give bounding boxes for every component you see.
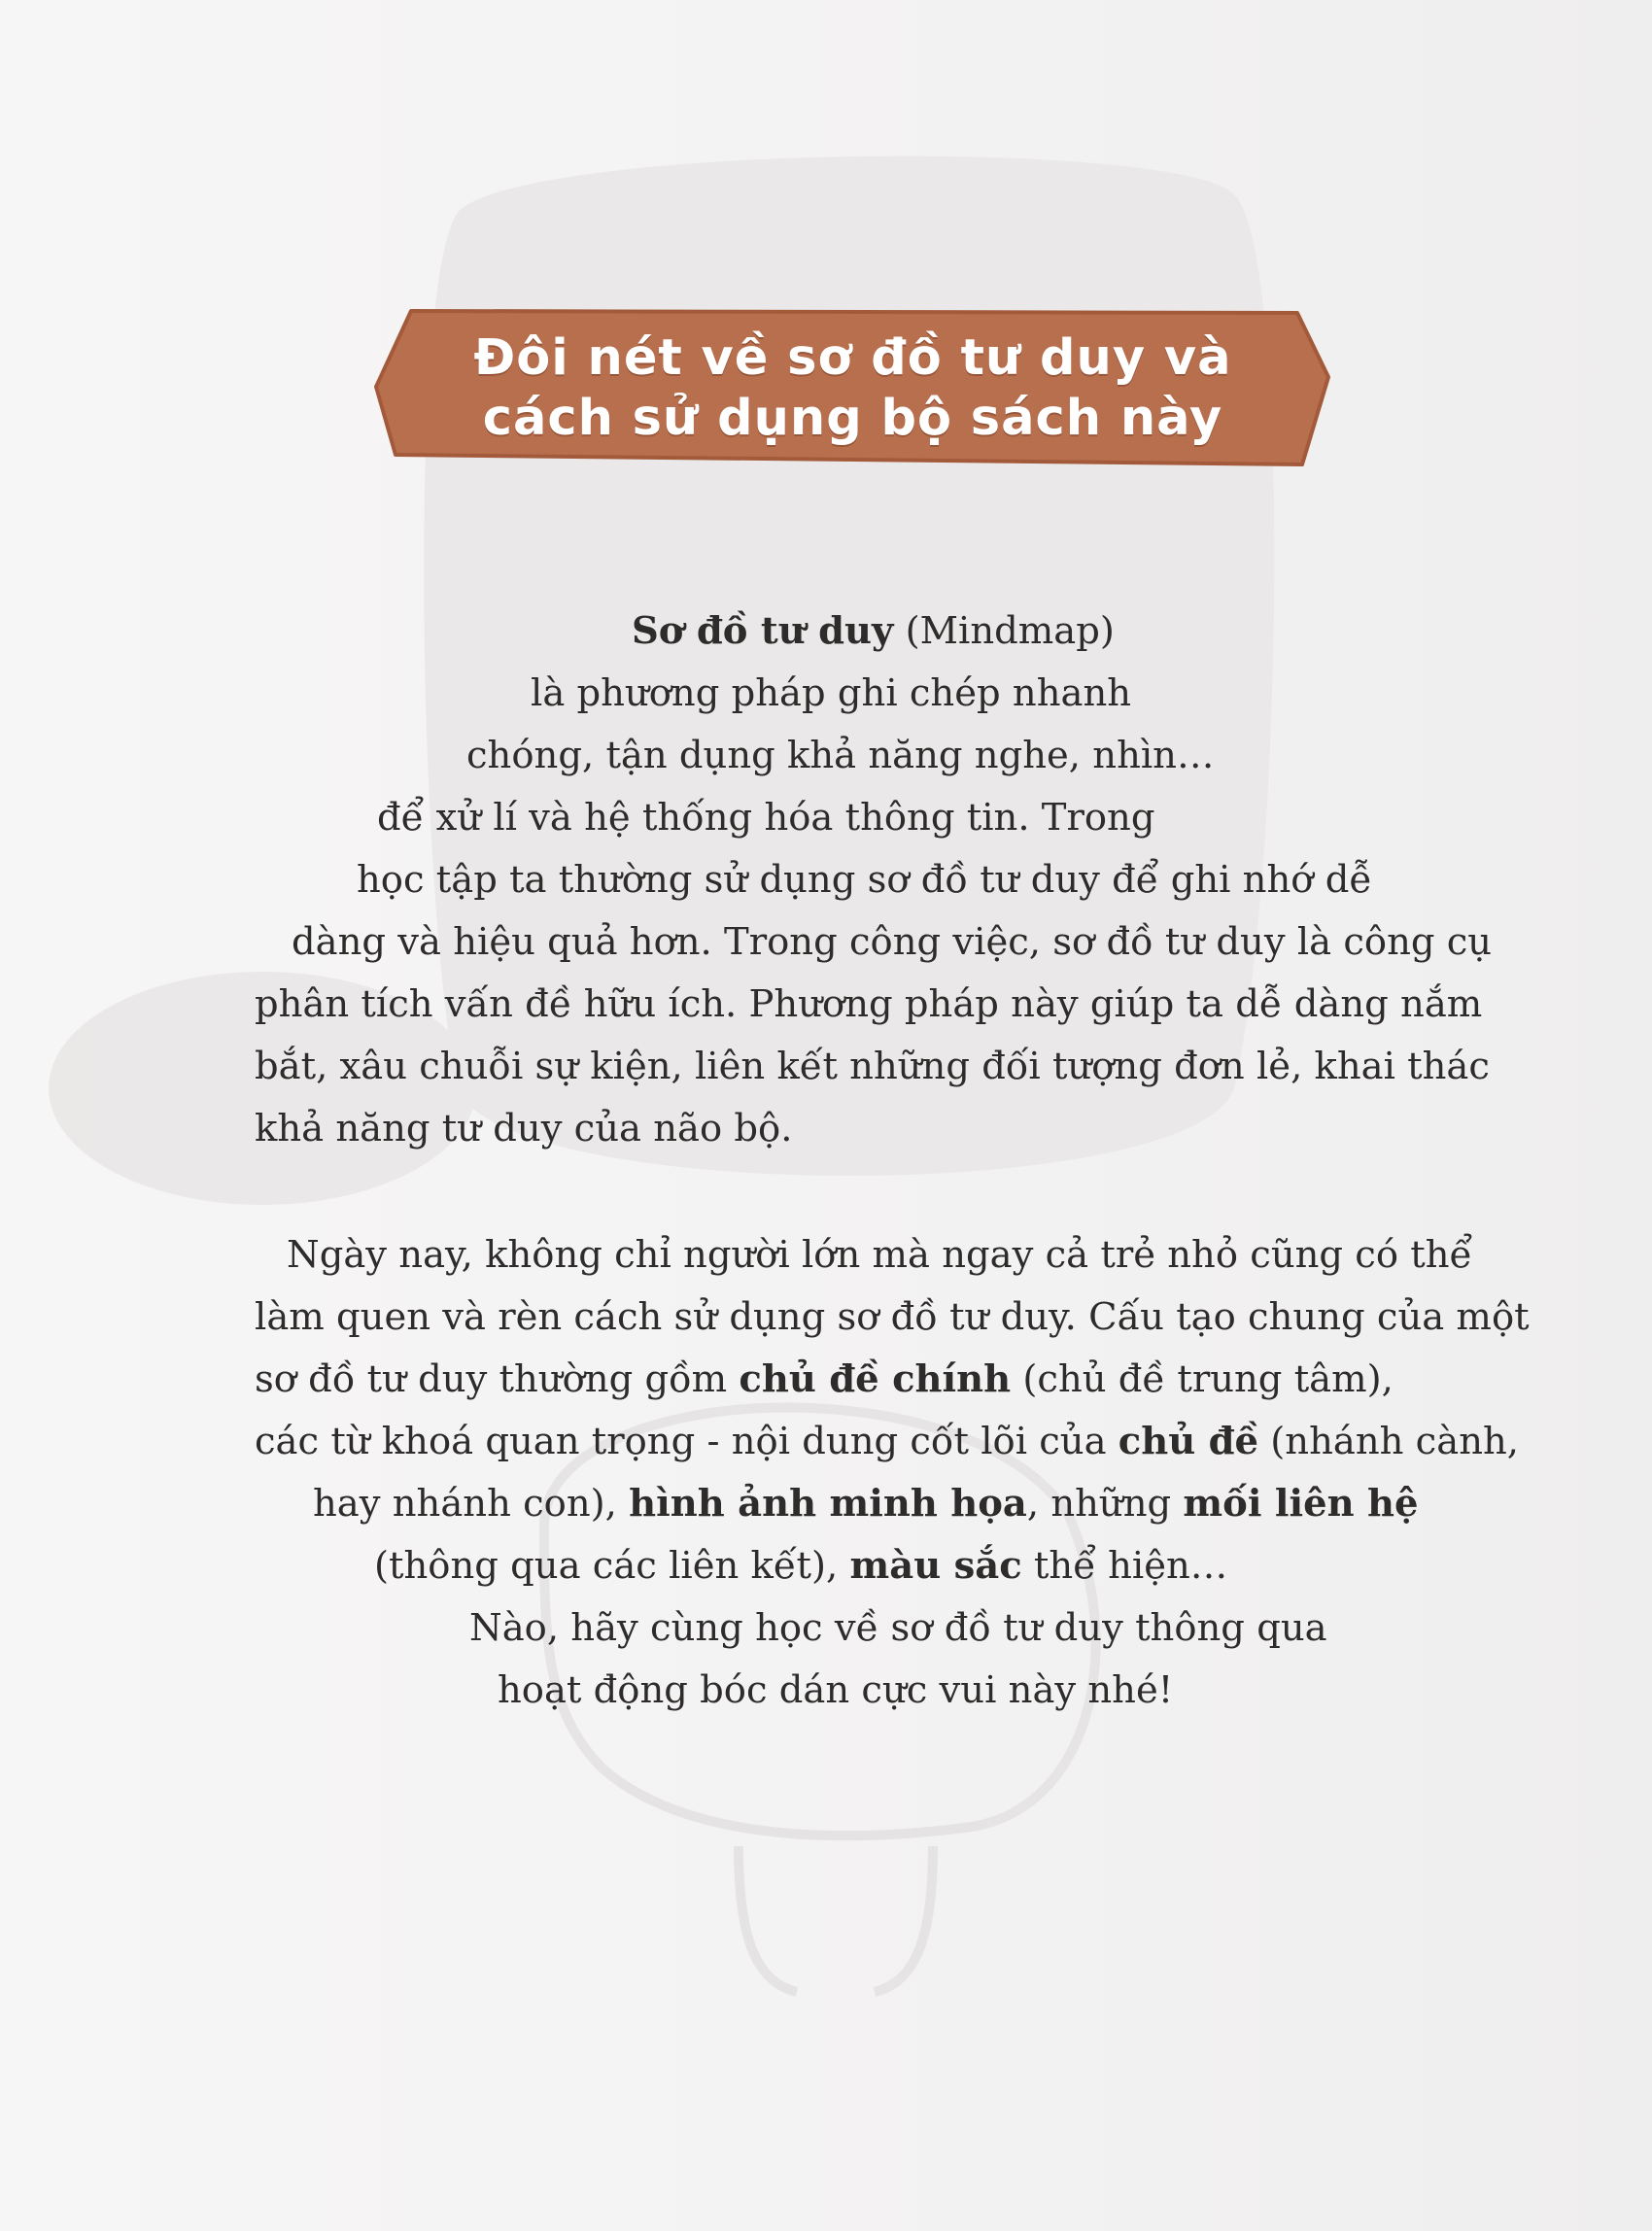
term-topic: chủ đề bbox=[1118, 1420, 1259, 1463]
line-text: hay nhánh con), bbox=[313, 1482, 630, 1526]
paragraph-line: chóng, tận dụng khả năng nghe, nhìn… bbox=[466, 734, 1215, 777]
paragraph-line bbox=[313, 1473, 1418, 1535]
paragraph-line: hoạt động bóc dán cực vui này nhé! bbox=[498, 1668, 1174, 1712]
line-text: các từ khoá quan trọng - nội dung cốt lõi của bbox=[255, 1420, 1119, 1463]
title-banner bbox=[374, 309, 1331, 469]
paragraph-line bbox=[374, 1535, 1227, 1597]
page-title bbox=[374, 328, 1331, 449]
paragraph-line: để xử lí và hệ thống hóa thông tin. Trong bbox=[377, 796, 1155, 840]
title-line-2: cách sử dụng bộ sách này bbox=[482, 390, 1223, 447]
paragraph-line bbox=[632, 601, 1115, 663]
paragraph-line: khả năng tư duy của não bộ. bbox=[255, 1107, 793, 1150]
line-text: sơ đồ tư duy thường gồm bbox=[255, 1357, 740, 1401]
paragraph-line: làm quen và rèn cách sử dụng sơ đồ tư duy. Cấu tạo chung của một bbox=[255, 1295, 1530, 1339]
paragraph-line bbox=[255, 1349, 1394, 1411]
line-text: , những bbox=[1026, 1482, 1184, 1526]
term-illustration: hình ảnh minh họa bbox=[629, 1482, 1027, 1526]
title-line-1: Đôi nét về sơ đồ tư duy và bbox=[473, 329, 1232, 387]
paragraph-line: là phương pháp ghi chép nhanh bbox=[531, 671, 1132, 715]
line-text: (thông qua các liên kết), bbox=[374, 1544, 850, 1588]
term-relationship: mối liên hệ bbox=[1183, 1482, 1419, 1526]
line-text: thể hiện… bbox=[1021, 1544, 1228, 1588]
line-text: (chủ đề trung tâm), bbox=[1011, 1357, 1394, 1401]
paragraph-line: bắt, xâu chuỗi sự kiện, liên kết những đối tượng đơn lẻ, khai thác bbox=[255, 1045, 1490, 1088]
paragraph-line: dàng và hiệu quả hơn. Trong công việc, sơ đồ tư duy là công cụ bbox=[292, 920, 1493, 964]
paragraph-line: học tập ta thường sử dụng sơ đồ tư duy để ghi nhớ dễ bbox=[357, 858, 1373, 902]
term-mindmap: Sơ đồ tư duy bbox=[632, 609, 894, 653]
line-text: (Mindmap) bbox=[893, 609, 1115, 653]
paragraph-line: Nào, hãy cùng học về sơ đồ tư duy thông qua bbox=[469, 1606, 1327, 1650]
term-main-topic: chủ đề chính bbox=[739, 1357, 1012, 1401]
paragraph-line: Ngày nay, không chỉ người lớn mà ngay cả trẻ nhỏ cũng có thể bbox=[287, 1233, 1473, 1277]
line-text: (nhánh cành, bbox=[1258, 1420, 1520, 1463]
paragraph-line bbox=[255, 1411, 1519, 1473]
paragraph-line: phân tích vấn đề hữu ích. Phương pháp này giúp ta dễ dàng nắm bbox=[255, 982, 1483, 1026]
term-color: màu sắc bbox=[849, 1544, 1022, 1588]
